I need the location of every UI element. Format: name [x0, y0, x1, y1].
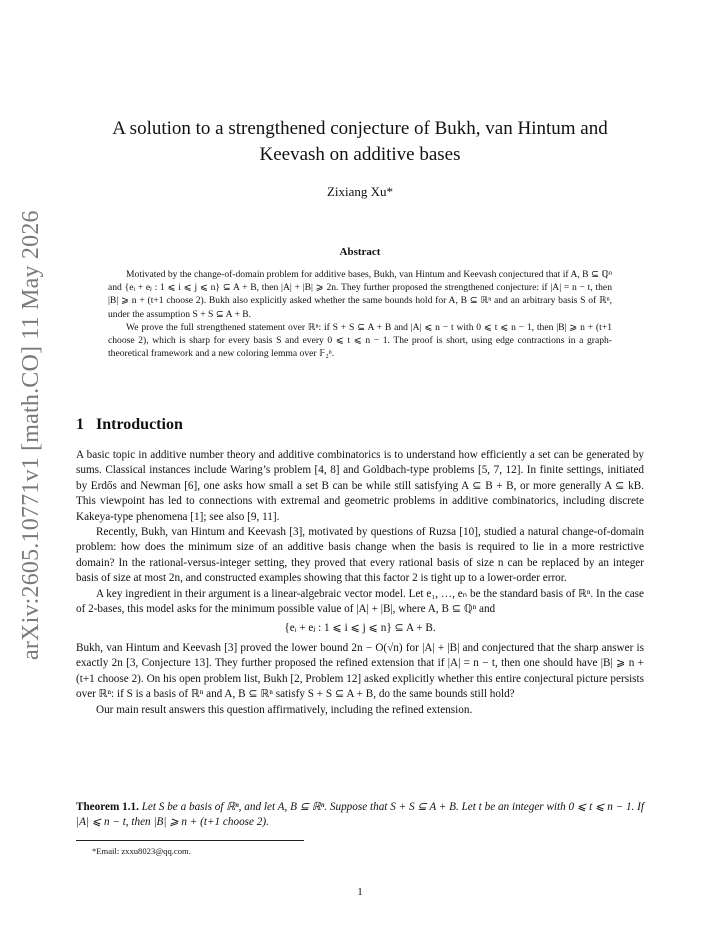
abstract: [108, 268, 612, 360]
author: Zixiang Xu*: [326, 184, 394, 199]
body-paragraph-2: Recently, Bukh, van Hintum and Keevash [3], motivated by questions of Ruzsa [10], studied a natural change-of-domain problem: how does the minimum size of an additive basis change when the basis is required to lie in a more restrictive domain? In the rational-versus-integer setting, they proved that every rational basis of size n can be replaced by an integer basis of size at most 2n, and constructed examples showing that this factor 2 is tight up to a lower-order error.: [76, 526, 644, 585]
abstract-heading: Abstract: [339, 246, 381, 258]
title-line-1: A solution to a strengthened conjecture of Bukh, van Hintum and: [112, 118, 608, 139]
abstract-paragraph-2: We prove the full strengthened statement over ℝⁿ: if S + S ⊆ A + B and |A| ⩽ n − t with 0 ⩽ t ⩽ n − 1, then |B| ⩾ n + (t+1 choose 2), which is sharp for every basis S and every 0 ⩽ t ⩽ n − 1. The proof is short, using edge contractions in a graph-theoretical framework and a new coloring lemma over 𝔽₂ⁿ.: [108, 321, 612, 360]
section-title: Introduction: [96, 416, 183, 433]
body-paragraph-1: A basic topic in additive number theory and additive combinatorics is to understand how efficiently a set can be generated by sums. Classical instances include Waring’s problem [4, 8] and Goldbach-type problems [5, 7, 12]. In finite settings, initiated by Erdős and Newman [6], one asks how small a set B can be while still satisfying A ⊆ B + B, or more generally A ⊆ kB. This viewpoint has led to connections with extremal and geometric problems in additive combinatorics, including discrete Kakeya-type phenomena [1]; see also [9, 11].: [76, 449, 644, 523]
abstract-paragraph-1: Motivated by the change-of-domain problem for additive bases, Bukh, van Hintum and Keevash conjectured that if A, B ⊆ ℚⁿ and {eᵢ + eⱼ : 1 ⩽ i ⩽ j ⩽ n} ⊆ A + B, then |A| + |B| ⩾ 2n. They further proposed the strengthened conjecture: if |A| = n − t, then |B| ⩾ n + (t+1 choose 2). Bukh also explicitly asked whether the same bounds hold for A, B ⊆ ℝⁿ and an arbitrary basis S of ℝⁿ, under the assumption S + S ⊆ A + B.: [108, 269, 612, 320]
section-heading: [76, 416, 195, 434]
footnote: *Email: zxxu8023@qq.com.: [92, 846, 191, 856]
title-line-2: Keevash on additive bases: [259, 144, 461, 165]
section-body: [76, 448, 644, 718]
display-equation: {eᵢ + eⱼ : 1 ⩽ i ⩽ j ⩽ n} ⊆ A + B.: [284, 622, 436, 635]
arxiv-identifier: arXiv:2605.10771v1 [math.CO] 11 May 2026: [18, 210, 44, 660]
body-paragraph-4: Bukh, van Hintum and Keevash [3] proved the lower bound 2n − O(√n) for |A| + |B| and conjectured that the sharp answer is exactly 2n [3, Conjecture 13]. They further proposed the refined extension that if |A| = n − t, then one should have |B| ⩾ n + (t+1 choose 2). On his open problem list, Bukh [2, Problem 12] asked explicitly whether this entire conjectural picture persists over ℝⁿ: if S is a basis of ℝⁿ and A, B ⊆ ℝⁿ satisfy S + S ⊆ A + B, do the same bounds still hold?: [76, 641, 644, 701]
paper-title: [78, 116, 642, 168]
theorem-text: Let S be a basis of ℝⁿ, and let A, B ⊆ ℝⁿ. Suppose that S + S ⊆ A + B. Let t be an integer with 0 ⩽ t ⩽ n − 1. If |A| ⩽ n − t, then |B| ⩾ n + (t+1 choose 2).: [76, 801, 644, 829]
section-number: 1: [76, 416, 84, 433]
theorem: [76, 800, 644, 831]
theorem-label: Theorem 1.1.: [76, 801, 139, 813]
page-number: 1: [357, 886, 363, 898]
body-paragraph-3: A key ingredient in their argument is a linear-algebraic vector model. Let e₁, …, eₙ be the standard basis of ℝⁿ. In the case of 2-bases, this model asks for the minimum possible value of |A| + |B|, where A, B ⊆ ℚⁿ and: [76, 587, 644, 616]
footnote-rule: [76, 840, 304, 841]
body-paragraph-5: Our main result answers this question affirmatively, including the refined extension.: [96, 703, 473, 716]
